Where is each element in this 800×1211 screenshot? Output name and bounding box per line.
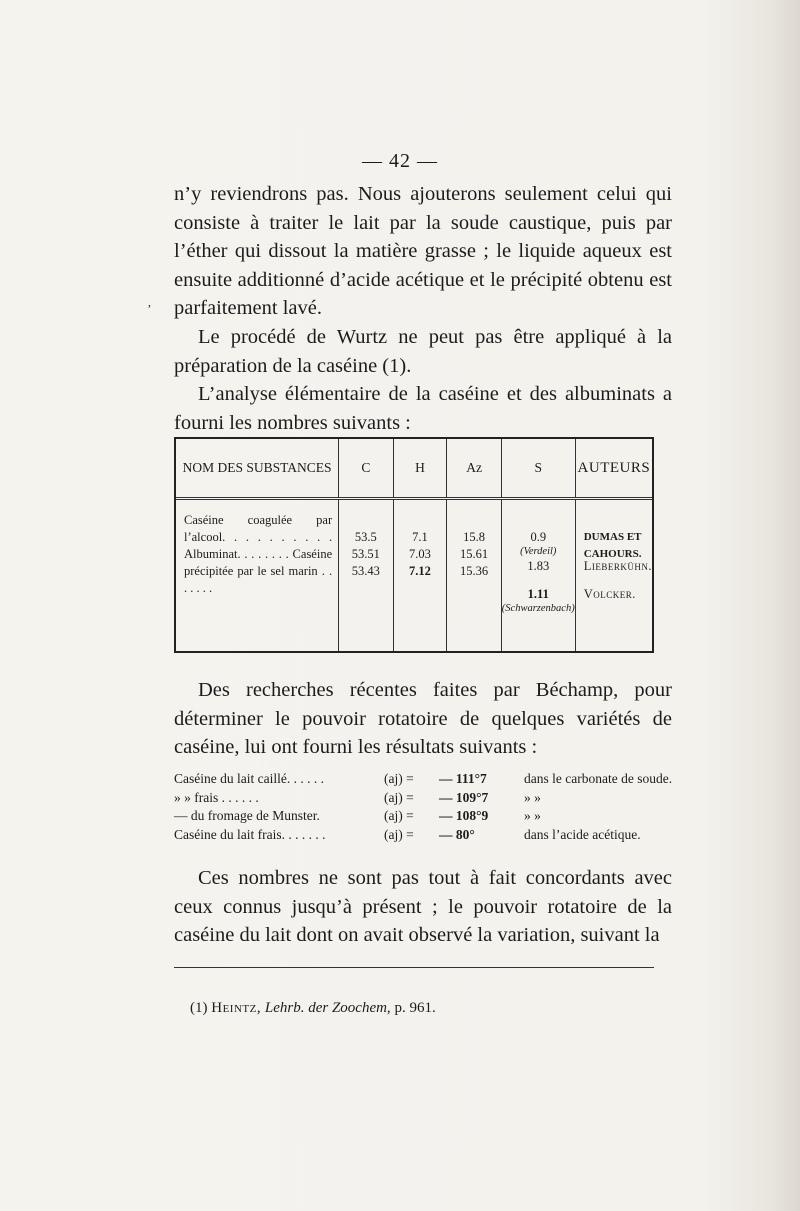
paragraph-wurtz: Le procédé de Wurtz ne peut pas être appliqué à la préparation de la caséine (1). xyxy=(174,325,672,377)
text-block-upper xyxy=(174,180,672,437)
header-az: Az xyxy=(447,439,501,499)
rotation-note: » » xyxy=(524,789,541,805)
paragraph-bechamp: Des recherches récentes faites par Béchamp, pour déterminer le pouvoir rotatoire de quelques variétés de caséine, lui ont fourni les résultats suivants : xyxy=(174,679,672,759)
header-c: C xyxy=(339,439,393,499)
rotation-value: — 108°9 xyxy=(439,808,489,823)
footnote-work: Lehrb. der Zoochem, xyxy=(264,1000,391,1016)
list-item xyxy=(174,789,674,808)
table-cell: 53.51 xyxy=(351,547,380,561)
table-cell: 1.83 xyxy=(527,559,550,573)
composition-table xyxy=(174,437,654,653)
column-auteurs xyxy=(575,499,652,652)
column-az xyxy=(447,499,501,652)
table-cell: 53.5 xyxy=(354,530,377,544)
text-block-middle xyxy=(174,676,672,762)
rotation-symbol: (aj) = xyxy=(384,789,414,805)
rotation-symbol: (aj) = xyxy=(384,826,414,842)
list-item xyxy=(174,770,674,789)
footnote-author: Heintz, xyxy=(211,1000,262,1016)
rotation-symbol: (aj) = xyxy=(384,808,414,823)
footnote-marker: (1) xyxy=(190,1000,208,1016)
table-cell: 0.9 xyxy=(530,530,547,544)
s-citation: (Schwarzenbach) xyxy=(501,603,575,614)
rotation-label: — du fromage de Munster. xyxy=(174,808,320,823)
author-cell: Lieberkühn. xyxy=(583,559,652,573)
rotation-value: — 111°7 xyxy=(439,771,487,786)
header-substances: NOM DES SUBSTANCES xyxy=(176,439,339,499)
rotation-note: dans l’acide acétique. xyxy=(524,826,641,842)
rotation-label: Caséine du lait caillé. . . . . . xyxy=(174,771,324,786)
table-cell: 7.1 xyxy=(412,530,428,544)
header-s: S xyxy=(501,439,575,499)
footnote-page: p. 961. xyxy=(394,1000,436,1016)
rotation-list xyxy=(174,770,674,844)
footnote xyxy=(190,1000,436,1017)
rotation-note: dans le carbonate de soude. xyxy=(524,771,673,786)
rotation-symbol: (aj) = xyxy=(384,771,414,786)
rotation-note: » » xyxy=(524,808,541,823)
table-cell: 7.12 xyxy=(409,564,431,578)
rotation-label: Caséine du lait frais. . . . . . . xyxy=(174,826,326,842)
paragraph-concordance: Ces nombres ne sont pas tout à fait concordants avec ceux connus jusqu’à présent ; le pouvoir rotatoire de la caséine du lait dont on avait observé la variation, suivant la xyxy=(174,867,672,947)
column-c xyxy=(339,499,393,652)
table-cell: 53.43 xyxy=(351,564,380,578)
substance-names: Caséine coagulée par l’alcool. . . . . . . . . . Albuminat. . . . . . . . Caséine précipitée par le sel marin . . . . . . . xyxy=(184,513,333,595)
substance-names-cell xyxy=(176,499,339,652)
table-cell: 15.36 xyxy=(460,564,489,578)
header-h: H xyxy=(393,439,447,499)
table-cell: 15.8 xyxy=(463,530,486,544)
table-cell: 15.61 xyxy=(460,547,489,561)
list-item xyxy=(174,826,674,845)
list-item xyxy=(174,807,674,826)
page-number: — 42 — xyxy=(362,150,438,172)
rotation-value: — 80° xyxy=(439,826,475,842)
paragraph-intro: n’y reviendrons pas. Nous ajouterons seulement celui qui consiste à traiter le lait par la soude caustique, puis par l’éther qui dissout la matière grasse ; le liquide aqueux est ensuite additionné d’acide acétique et le précipité obtenu est parfaitement lavé. xyxy=(174,183,672,320)
author-cell: Volcker. xyxy=(583,587,636,601)
header-auteurs: AUTEURS xyxy=(575,439,652,499)
margin-mark: , xyxy=(148,295,151,309)
paragraph-analysis: L’analyse élémentaire de la caséine et des albuminats a fourni les nombres suivants : xyxy=(174,383,672,434)
text-block-lower xyxy=(174,864,672,950)
table-cell: 1.11 xyxy=(527,587,549,601)
footnote-divider xyxy=(174,967,654,968)
rotation-label: » » frais . . . . . . xyxy=(174,789,259,805)
table-cell: 7.03 xyxy=(409,547,431,561)
rotation-value: — 109°7 xyxy=(439,789,489,805)
s-citation: (Verdeil) xyxy=(520,546,557,557)
column-h xyxy=(393,499,447,652)
column-s xyxy=(501,499,575,652)
author-cell: DUMAS ET CAHOURS. xyxy=(583,531,642,560)
